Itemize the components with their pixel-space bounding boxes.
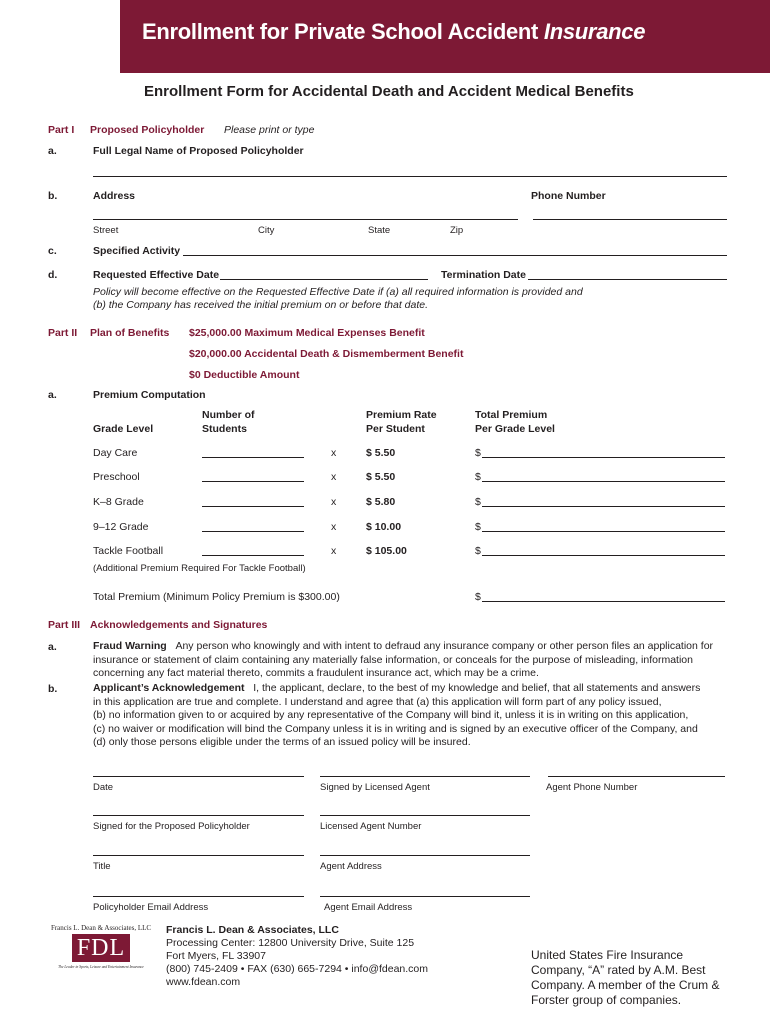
col-total-line2: Per Grade Level [475,423,555,435]
footer-address-2: Fort Myers, FL 33907 [166,950,266,962]
part1-heading: Proposed Policyholder [90,124,205,136]
total-input[interactable] [482,457,725,458]
phone-field[interactable] [533,219,727,220]
specified-activity-label: Specified Activity [93,245,181,257]
policyholder-sig-label: Signed for the Proposed Policyholder [93,821,250,832]
benefit-accidental-death: $20,000.00 Accidental Death & Dismemberment Benefit [189,348,464,360]
legal-name-label: Full Legal Name of Proposed Policyholder [93,145,304,157]
part1-b-letter: b. [48,190,58,202]
dollar-sign: $ [475,496,481,508]
termination-date-label: Termination Date [441,269,526,281]
total-input[interactable] [482,481,725,482]
times-sign: x [331,496,337,508]
fraud-warning: Fraud Warning Any person who knowingly and with intent to defraud any insurance company or other person files an application for insurance or statement of claim containing any materially false information, or conceals for the purpose of misleading, information concerning any fact material thereto, commits a fraudulent insurance act, which may be a crime. [93,640,714,679]
rate-value: $ 5.80 [366,496,396,508]
part2-label: Part II [48,327,78,339]
footer-website[interactable]: www.fdean.com [166,976,241,988]
part1-a-letter: a. [48,145,57,157]
times-sign: x [331,471,337,483]
applicant-acknowledgement: Applicant’s Acknowledgement I, the applicant, declare, to the best of my knowledge and belief, that all statements and answers in this application are true and complete. I understand and agree that (a) this application will form part of any policy issued, (b) no information given to or acquired by any representative of the Company will bind it, unless it is in writing on this application, (c) no waiver or modification will bind the Company unless it is in writing and is signed by an executive officer of the Company, and (d) only those persons eligible under the terms of an issued policy will be insured. [93,682,701,748]
termination-date-field[interactable] [528,279,727,280]
date-signature-line[interactable] [93,776,304,777]
form-subtitle: Enrollment Form for Accidental Death and Accident Medical Benefits [144,83,634,100]
total-premium-field[interactable] [482,601,725,602]
title-label: Title [93,861,111,872]
part3-b-letter: b. [48,683,58,695]
agent-phone-line[interactable] [548,776,725,777]
rate-value: $ 5.50 [366,447,396,459]
agent-phone-label: Agent Phone Number [546,782,638,793]
phone-label: Phone Number [531,190,606,202]
dollar-sign: $ [475,471,481,483]
footer-company: Francis L. Dean & Associates, LLC [166,924,339,936]
part1-c-letter: c. [48,245,57,257]
col-rate-line2: Per Student [366,423,425,435]
football-note: (Additional Premium Required For Tackle Football) [93,563,306,574]
address-label: Address [93,190,136,202]
insurer-note: United States Fire Insurance Company, “A” rated by A.M. Best Company. A member of the Crum & Forster group of companies. [531,948,720,1007]
students-input[interactable] [202,555,304,556]
times-sign: x [331,447,337,459]
effective-date-field[interactable] [220,279,428,280]
part3-a-letter: a. [48,641,57,653]
rate-value: $ 105.00 [366,545,407,557]
address-field[interactable] [93,219,518,220]
total-input[interactable] [482,555,725,556]
agent-email-line[interactable] [320,896,530,897]
students-input[interactable] [202,457,304,458]
form-title: Enrollment for Private School Accident Insurance [142,19,646,44]
students-input[interactable] [202,481,304,482]
dollar-sign: $ [475,521,481,533]
rate-value: $ 10.00 [366,521,402,533]
total-dollar-sign: $ [475,591,481,603]
agent-address-label: Agent Address [320,861,382,872]
street-label: Street [93,225,119,236]
logo-mark: FDL [76,935,126,961]
footer-contact: (800) 745-2409 • FAX (630) 665-7294 • info@fdean.com [166,963,429,975]
students-input[interactable] [202,531,304,532]
state-label: State [368,225,391,236]
dollar-sign: $ [475,447,481,459]
policy-note-line1: Policy will become effective on the Requested Effective Date if (a) all required information is provided and [93,286,583,298]
part1-d-letter: d. [48,269,58,281]
zip-label: Zip [450,225,464,236]
benefit-medical: $25,000.00 Maximum Medical Expenses Benefit [189,327,425,339]
premium-computation-label: Premium Computation [93,389,206,401]
legal-name-field[interactable] [93,176,727,177]
students-input[interactable] [202,506,304,507]
policyholder-email-label: Policyholder Email Address [93,902,209,913]
part2-a-letter: a. [48,389,57,401]
part3-label: Part III [48,619,81,631]
grade-row-label: Tackle Football [93,545,164,557]
col-total-line1: Total Premium [475,409,548,421]
agent-email-label: Agent Email Address [324,902,413,913]
grade-row-label: 9–12 Grade [93,521,149,533]
agent-address-line[interactable] [320,855,530,856]
specified-activity-field[interactable] [183,255,727,256]
grade-row-label: K–8 Grade [93,496,144,508]
rate-value: $ 5.50 [366,471,396,483]
city-label: City [258,225,275,236]
col-students-line2: Students [202,423,247,435]
part1-label: Part I [48,124,75,136]
col-rate-line1: Premium Rate [366,409,437,421]
grade-row-label: Day Care [93,447,138,459]
times-sign: x [331,545,337,557]
agent-sig-label: Signed by Licensed Agent [320,782,430,793]
times-sign: x [331,521,337,533]
footer-address-1: Processing Center: 12800 University Drive, Suite 125 [166,937,415,949]
grade-row-label: Preschool [93,471,140,483]
total-premium-label: Total Premium (Minimum Policy Premium is $300.00) [93,591,340,603]
policyholder-signature-line[interactable] [93,815,304,816]
dollar-sign: $ [475,545,481,557]
col-grade-level: Grade Level [93,423,154,435]
date-sig-label: Date [93,782,114,793]
fdl-logo [50,924,152,974]
part3-heading: Acknowledgements and Signatures [90,619,268,631]
agent-number-label: Licensed Agent Number [320,821,422,832]
title-line[interactable] [93,855,304,856]
total-input[interactable] [482,531,725,532]
title-banner [120,0,770,73]
effective-date-label: Requested Effective Date [93,269,220,281]
part1-note: Please print or type [224,124,315,136]
col-students-line1: Number of [202,409,255,421]
logo-company-name: Francis L. Dean & Associates, LLC [50,924,152,932]
agent-signature-line[interactable] [320,776,530,777]
policyholder-email-line[interactable] [93,896,304,897]
part2-heading: Plan of Benefits [90,327,170,339]
policy-note-line2: (b) the Company has received the initial premium on or before that date. [93,299,429,311]
benefit-deductible: $0 Deductible Amount [189,369,300,381]
agent-number-line[interactable] [320,815,530,816]
total-input[interactable] [482,506,725,507]
logo-tagline: The Leader in Sports, Leisure and Entertainment Insurance [58,965,144,969]
